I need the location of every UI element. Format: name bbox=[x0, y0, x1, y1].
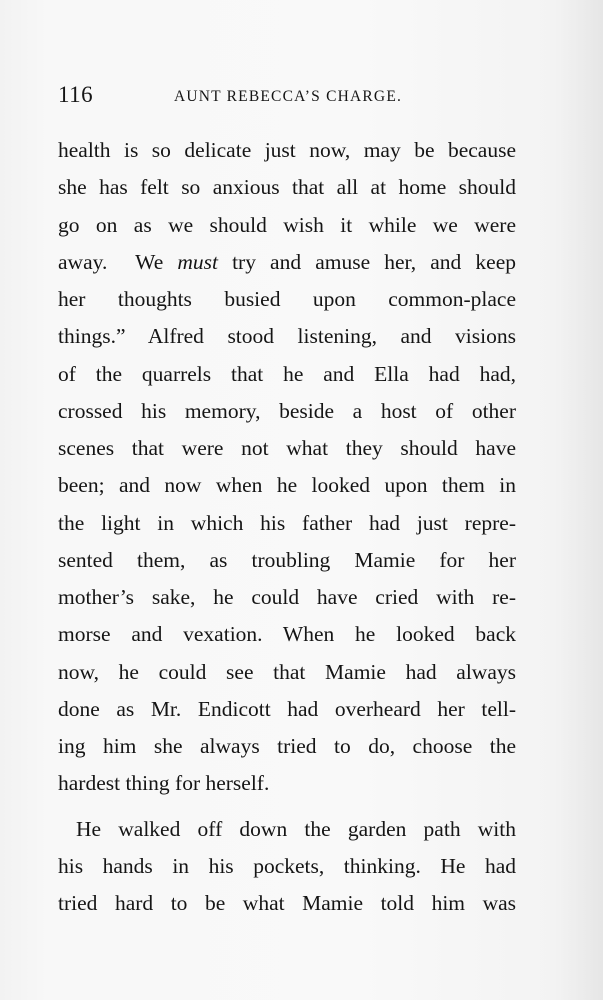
text-line: sented them, as troubling Mamie for her bbox=[58, 547, 516, 572]
page-header bbox=[58, 82, 518, 112]
paragraph-break bbox=[58, 803, 516, 811]
text-line: health is so delicate just now, may be because bbox=[58, 138, 516, 162]
text-line: tried hard to be what Mamie told him was bbox=[58, 891, 516, 915]
text-line: mother’s sake, he could have cried with re- bbox=[58, 585, 516, 609]
text-line: she has felt so anxious that all at home should bbox=[58, 175, 516, 200]
text-line: his hands in his pockets, thinking. He had bbox=[58, 853, 516, 878]
emphasized-word: must bbox=[177, 249, 218, 274]
text-line: scenes that were not what they should have bbox=[58, 436, 516, 460]
text-line: done as Mr. Endicott had overheard her tell- bbox=[58, 696, 516, 721]
text-line: of the quarrels that he and Ella had had, bbox=[58, 361, 516, 386]
text-line bbox=[58, 244, 516, 281]
paragraph-new bbox=[58, 811, 516, 923]
text-line: He walked off down the garden path with bbox=[76, 816, 516, 841]
paragraph-continuation bbox=[58, 132, 516, 803]
text-line: hardest thing for herself. bbox=[58, 771, 270, 796]
body-text bbox=[58, 132, 516, 922]
page-number: 116 bbox=[58, 82, 94, 107]
text-line: go on as we should wish it while we were bbox=[58, 212, 516, 237]
text-line: morse and vexation. When he looked back bbox=[58, 622, 516, 647]
text-line: been; and now when he looked upon them in bbox=[58, 473, 516, 498]
text-line: things.” Alfred stood listening, and visions bbox=[58, 324, 516, 349]
text-segment: We bbox=[135, 249, 164, 274]
text-line: ing him she always tried to do, choose the bbox=[58, 734, 516, 758]
text-segment: try and amuse her, and keep bbox=[232, 249, 516, 274]
text-line: the light in which his father had just repre- bbox=[58, 510, 516, 535]
text-line: crossed his memory, beside a host of other bbox=[58, 398, 516, 423]
text-segment: away. bbox=[58, 249, 108, 274]
text-line: now, he could see that Mamie had always bbox=[58, 659, 516, 684]
running-title: AUNT REBECCA’S CHARGE. bbox=[174, 88, 403, 105]
text-line: her thoughts busied upon common-place bbox=[58, 287, 516, 311]
